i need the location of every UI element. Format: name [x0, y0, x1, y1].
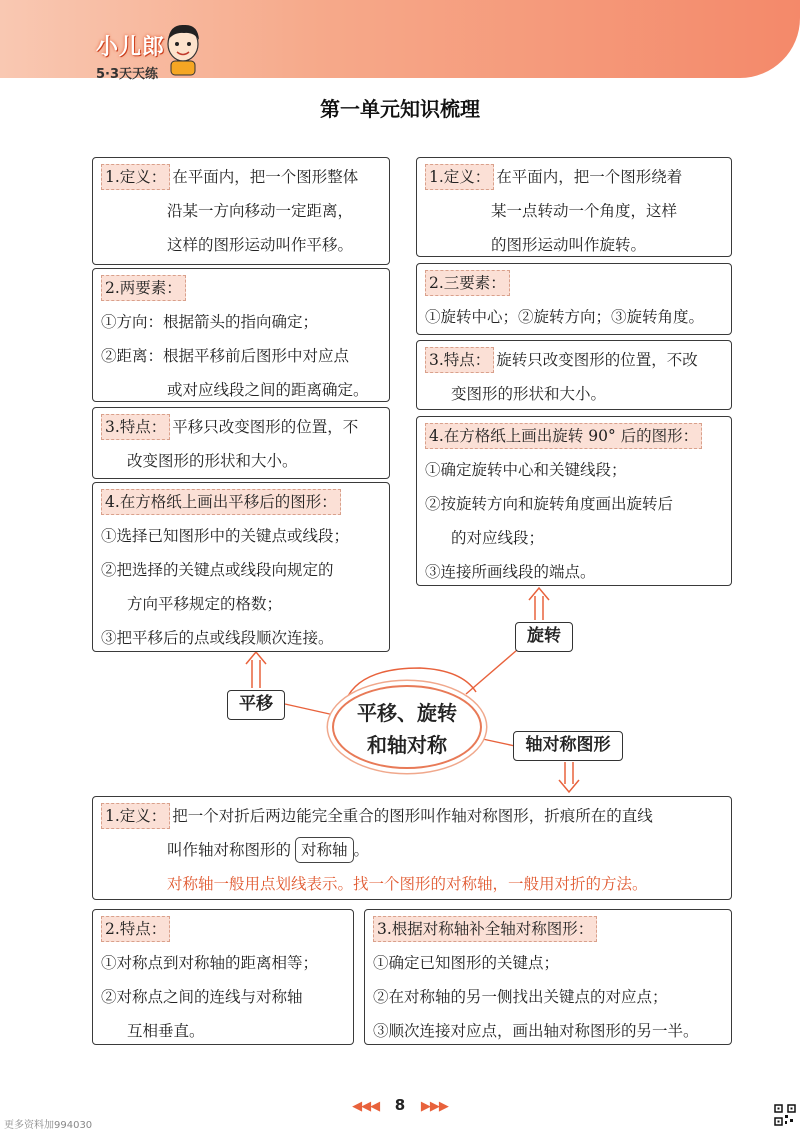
symmetry-completion-box — [364, 909, 732, 1045]
page-title: 第一单元知识梳理 — [320, 97, 480, 121]
translation-elements-line: 或对应线段之间的距离确定。 — [167, 381, 369, 399]
next-arrows-icon: ▶▶▶ — [420, 1099, 448, 1114]
rotation-elements-label: 2.三要素： — [425, 270, 510, 296]
translation-drawing-line: ②把选择的关键点或线段向规定的 — [101, 561, 334, 579]
translation-drawing-label: 4.在方格纸上画出平移后的图形： — [101, 489, 341, 515]
symmetry-features-label: 2.特点： — [101, 916, 170, 942]
rotation-features-box — [416, 340, 732, 410]
axis-word-box: 对称轴 — [295, 837, 354, 863]
rotation-drawing-label: 4.在方格纸上画出旋转 90° 后的图形： — [425, 423, 702, 449]
translation-elements-label: 2.两要素： — [101, 275, 186, 301]
center-title-line2: 和轴对称 — [367, 733, 447, 757]
rotation-drawing-line: ①确定旋转中心和关键线段； — [425, 461, 627, 479]
symmetry-definition-box — [92, 796, 732, 900]
translation-drawing-line: 方向平移规定的格数； — [127, 595, 283, 613]
arrow-up-translation — [246, 652, 266, 688]
node-translation: 平移 — [227, 690, 285, 720]
translation-definition-line: 在平面内，把一个图形整体 — [172, 168, 359, 186]
translation-elements-box — [92, 268, 390, 402]
series-name: 5·3天天练 — [96, 67, 159, 82]
translation-definition-line: 这样的图形运动叫作平移。 — [167, 236, 354, 254]
translation-elements-line: ①方向：根据箭头的指向确定； — [101, 313, 319, 331]
page-number-bar — [0, 1096, 800, 1114]
rotation-definition-line: 的图形运动叫作旋转。 — [491, 236, 647, 254]
symmetry-features-line: 互相垂直。 — [127, 1022, 205, 1040]
rotation-definition-line: 在平面内，把一个图形绕着 — [496, 168, 683, 186]
rotation-drawing-box — [416, 416, 732, 586]
symmetry-completion-line: ②在对称轴的另一侧找出关键点的对应点； — [373, 988, 668, 1006]
rotation-drawing-line: ③连接所画线段的端点。 — [425, 563, 596, 581]
prev-arrows-icon: ◀◀◀ — [352, 1099, 380, 1114]
center-title-line1: 平移、旋转 — [357, 701, 457, 725]
rotation-features-label: 3.特点： — [425, 347, 494, 373]
symmetry-definition-line: 叫作轴对称图形的 — [167, 841, 292, 859]
mindmap-center — [332, 685, 482, 769]
qr-code-icon — [774, 1104, 796, 1126]
symmetry-features-line: ①对称点到对称轴的距离相等； — [101, 954, 319, 972]
translation-features-line: 改变图形的形状和大小。 — [127, 452, 298, 470]
translation-elements-line: ②距离：根据平移前后图形中对应点 — [101, 347, 350, 365]
rotation-drawing-line: 的对应线段； — [451, 529, 545, 547]
arrow-down-symmetry — [559, 762, 579, 792]
symmetry-features-line: ②对称点之间的连线与对称轴 — [101, 988, 303, 1006]
translation-definition-box — [92, 157, 390, 265]
translation-drawing-line: ③把平移后的点或线段顺次连接。 — [101, 629, 334, 647]
footnote: 更多资料加994030 — [4, 1120, 93, 1131]
node-symmetry: 轴对称图形 — [513, 731, 623, 761]
page-number: 8 — [394, 1096, 406, 1114]
rotation-features-line: 变图形的形状和大小。 — [451, 385, 607, 403]
translation-features-line: 平移只改变图形的位置，不 — [172, 418, 359, 436]
symmetry-definition-line: 把一个对折后两边能完全重合的图形叫作轴对称图形，折痕所在的直线 — [172, 807, 653, 825]
translation-drawing-line: ①选择已知图形中的关键点或线段； — [101, 527, 350, 545]
translation-features-box — [92, 407, 390, 479]
symmetry-definition-label: 1.定义： — [101, 803, 170, 829]
symmetry-definition-suffix: 。 — [353, 841, 370, 859]
rotation-definition-box — [416, 157, 732, 257]
symmetry-note: 对称轴一般用点划线表示。找一个图形的对称轴，一般用对折的方法。 — [167, 875, 648, 893]
rotation-definition-label: 1.定义： — [425, 164, 494, 190]
logo — [96, 30, 165, 82]
rotation-drawing-line: ②按旋转方向和旋转角度画出旋转后 — [425, 495, 674, 513]
translation-definition-line: 沿某一方向移动一定距离， — [167, 202, 354, 220]
rotation-elements-box — [416, 263, 732, 335]
symmetry-completion-label: 3.根据对称轴补全轴对称图形： — [373, 916, 597, 942]
arrow-up-rotation — [529, 588, 549, 620]
symmetry-features-box — [92, 909, 354, 1045]
translation-drawing-box — [92, 482, 390, 652]
brand-name: 小儿郎 — [96, 35, 166, 60]
rotation-definition-line: 某一点转动一个角度，这样 — [491, 202, 678, 220]
mascot-boy-icon — [162, 20, 204, 76]
translation-definition-label: 1.定义： — [101, 164, 170, 190]
symmetry-completion-line: ③顺次连接对应点，画出轴对称图形的另一半。 — [373, 1022, 699, 1040]
translation-features-label: 3.特点： — [101, 414, 170, 440]
rotation-features-line: 旋转只改变图形的位置，不改 — [496, 351, 698, 369]
symmetry-completion-line: ①确定已知图形的关键点； — [373, 954, 560, 972]
rotation-elements-line: ①旋转中心；②旋转方向；③旋转角度。 — [425, 308, 705, 326]
node-rotation: 旋转 — [515, 622, 573, 652]
